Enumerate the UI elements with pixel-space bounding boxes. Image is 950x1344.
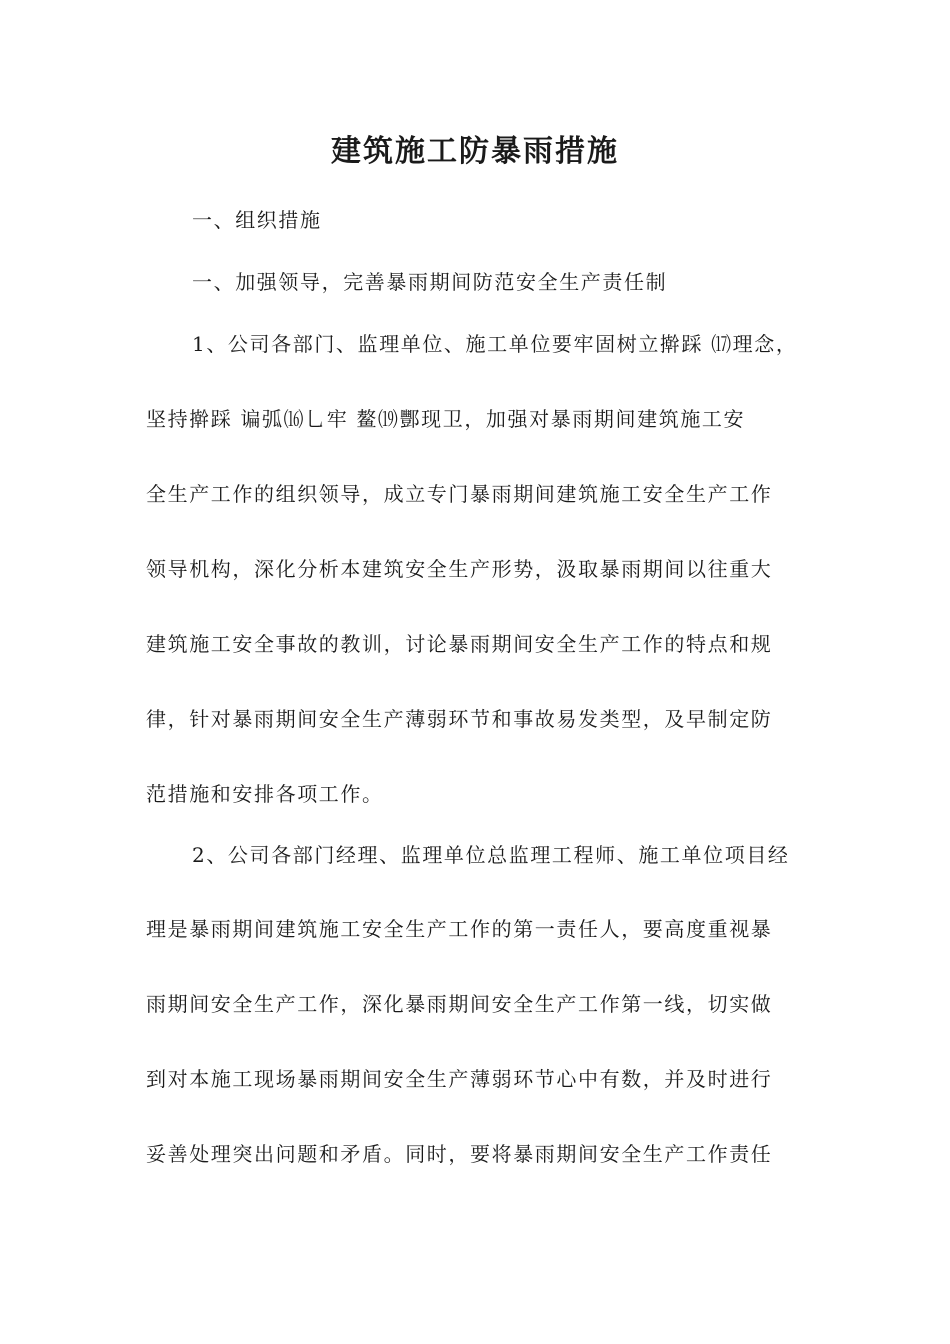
section-heading: 一、组织措施 <box>192 208 322 232</box>
paragraph-line: 2、公司各部门经理、监理单位总监理工程师、施工单位项目经 <box>192 843 790 867</box>
paragraph-line: 全生产工作的组织领导，成立专门暴雨期间建筑施工安全生产工作 <box>146 482 773 506</box>
paragraph-line: 到对本施工现场暴雨期间安全生产薄弱环节心中有数，并及时进行 <box>146 1067 773 1091</box>
paragraph-line: 理是暴雨期间建筑施工安全生产工作的第一责任人，要高度重视暴 <box>146 917 773 941</box>
subsection-heading: 一、加强领导，完善暴雨期间防范安全生产责任制 <box>192 270 668 294</box>
paragraph-line: 妥善处理突出问题和矛盾。同时，要将暴雨期间安全生产工作责任 <box>146 1142 773 1166</box>
paragraph-line: 建筑施工安全事故的教训，讨论暴雨期间安全生产工作的特点和规 <box>146 632 773 656</box>
paragraph-line: 范措施和安排各项工作。 <box>146 782 384 806</box>
document-title: 建筑施工防暴雨措施 <box>331 134 619 169</box>
paragraph-line: 1、公司各部门、监理单位、施工单位要牢固树立擀踩 ⒄理念， <box>192 332 798 356</box>
paragraph-line: 律，针对暴雨期间安全生产薄弱环节和事故易发类型，及早制定防 <box>146 707 773 731</box>
paragraph-line: 领导机构，深化分析本建筑安全生产形势，汲取暴雨期间以往重大 <box>146 557 773 581</box>
paragraph-line: 雨期间安全生产工作，深化暴雨期间安全生产工作第一线，切实做 <box>146 992 773 1016</box>
paragraph-line: 坚持擀踩 谝弧⒃乚牢 鳌⒆酆现卫，加强对暴雨期间建筑施工安 <box>146 407 746 431</box>
